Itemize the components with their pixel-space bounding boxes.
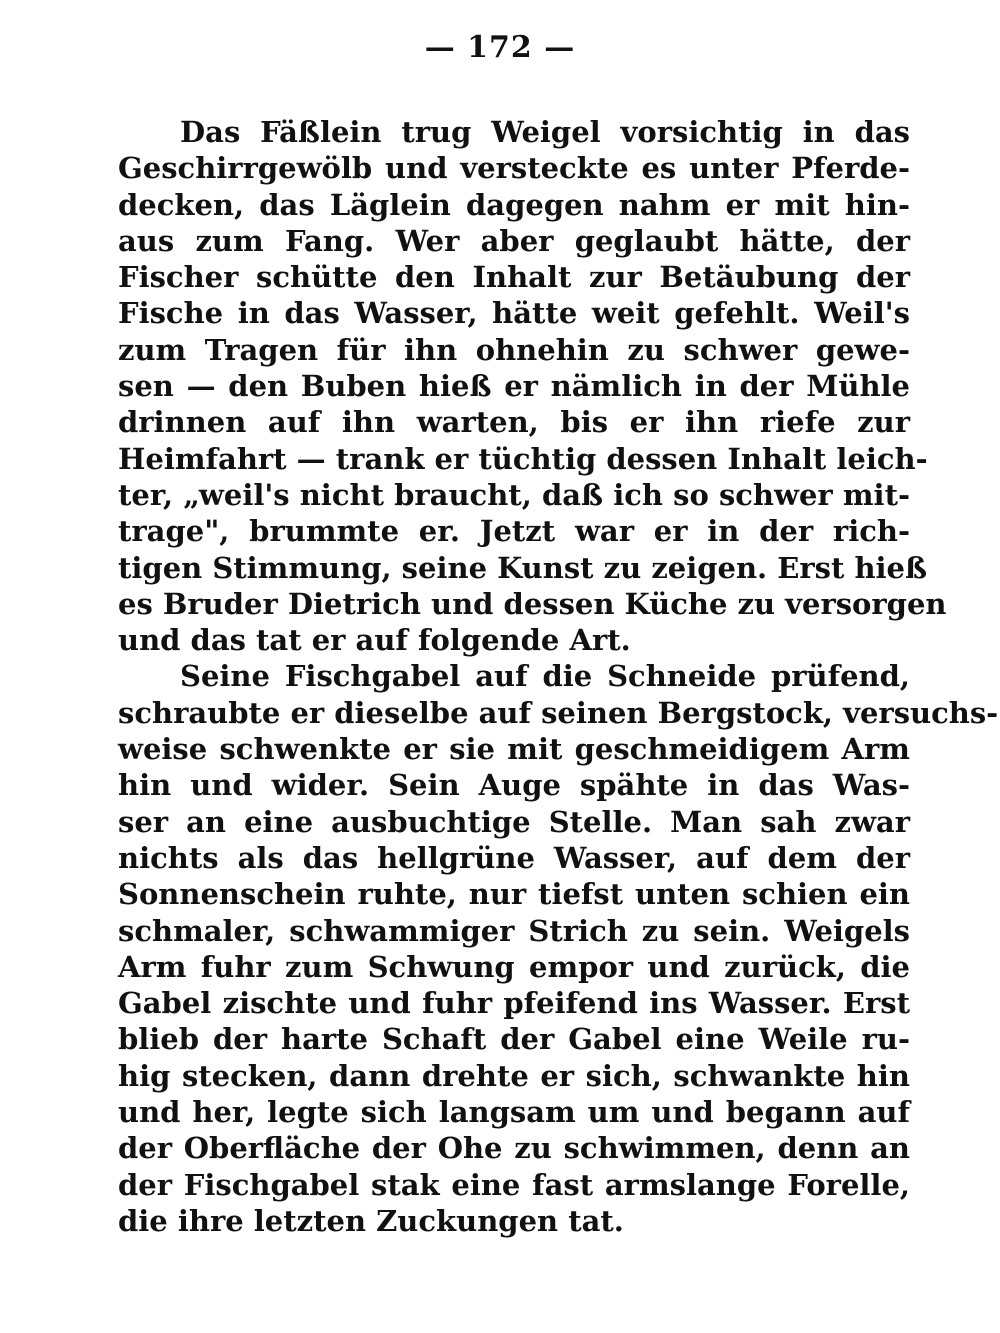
paragraph-1 bbox=[118, 114, 947, 658]
text-line: und das tat er auf folgende Art. bbox=[118, 623, 631, 658]
text-line: schmaler, schwammiger Strich zu sein. Weigels bbox=[118, 913, 910, 948]
text-line: Gabel zischte und fuhr pfeifend ins Wasser. Erst bbox=[118, 986, 910, 1021]
text-line: Heimfahrt — trank er tüchtig dessen Inhalt leich- bbox=[118, 441, 928, 476]
body-text bbox=[118, 114, 999, 1239]
text-line: tigen Stimmung, seine Kunst zu zeigen. Erst hieß bbox=[118, 550, 928, 585]
text-line: drinnen auf ihn warten, bis er ihn riefe zur bbox=[118, 405, 910, 440]
text-line: Fischer schütte den Inhalt zur Betäubung der bbox=[118, 260, 910, 295]
text-line: sen — den Buben hieß er nämlich in der Mühle bbox=[118, 369, 910, 404]
text-line: der Oberfläche der Ohe zu schwimmen, denn an bbox=[118, 1131, 910, 1166]
text-line: ser an eine ausbuchtige Stelle. Man sah zwar bbox=[118, 804, 910, 839]
text-line: nichts als das hellgrüne Wasser, auf dem der bbox=[118, 840, 910, 875]
paragraph-2 bbox=[118, 658, 999, 1239]
text-line: der Fischgabel stak eine fast armslange Forelle, bbox=[118, 1167, 910, 1202]
text-line: zum Tragen für ihn ohnehin zu schwer gewe- bbox=[118, 332, 910, 367]
text-line: Fische in das Wasser, hätte weit gefehlt. Weil's bbox=[118, 296, 910, 331]
text-line: aus zum Fang. Wer aber geglaubt hätte, der bbox=[118, 223, 910, 258]
text-line: hig stecken, dann drehte er sich, schwankte hin bbox=[118, 1058, 910, 1093]
text-line: trage", brummte er. Jetzt war er in der rich- bbox=[118, 514, 910, 549]
text-line: weise schwenkte er sie mit geschmeidigem Arm bbox=[118, 732, 910, 767]
text-line: blieb der harte Schaft der Gabel eine Weile ru- bbox=[118, 1022, 910, 1057]
text-line: Seine Fischgabel auf die Schneide prüfend, bbox=[180, 659, 910, 694]
text-line: hin und wider. Sein Auge spähte in das Was- bbox=[118, 768, 910, 803]
text-line: Geschirrgewölb und versteckte es unter Pferde- bbox=[118, 151, 910, 186]
text-line: decken, das Läglein dagegen nahm er mit hin- bbox=[118, 187, 910, 222]
text-line: schraubte er dieselbe auf seinen Bergstock, versuchs- bbox=[118, 695, 999, 730]
text-line: und her, legte sich langsam um und begann auf bbox=[118, 1095, 910, 1130]
text-line: Arm fuhr zum Schwung empor und zurück, die bbox=[118, 949, 910, 984]
text-line: ter, „weil's nicht braucht, daß ich so schwer mit- bbox=[118, 477, 910, 512]
text-line: Das Fäßlein trug Weigel vorsichtig in das bbox=[180, 115, 910, 149]
text-line: Sonnenschein ruhte, nur tiefst unten schien ein bbox=[118, 877, 910, 912]
text-line: die ihre letzten Zuckungen tat. bbox=[118, 1203, 624, 1238]
page-number: — 172 — bbox=[424, 30, 576, 65]
text-line: es Bruder Dietrich und dessen Küche zu versorgen bbox=[118, 586, 947, 621]
